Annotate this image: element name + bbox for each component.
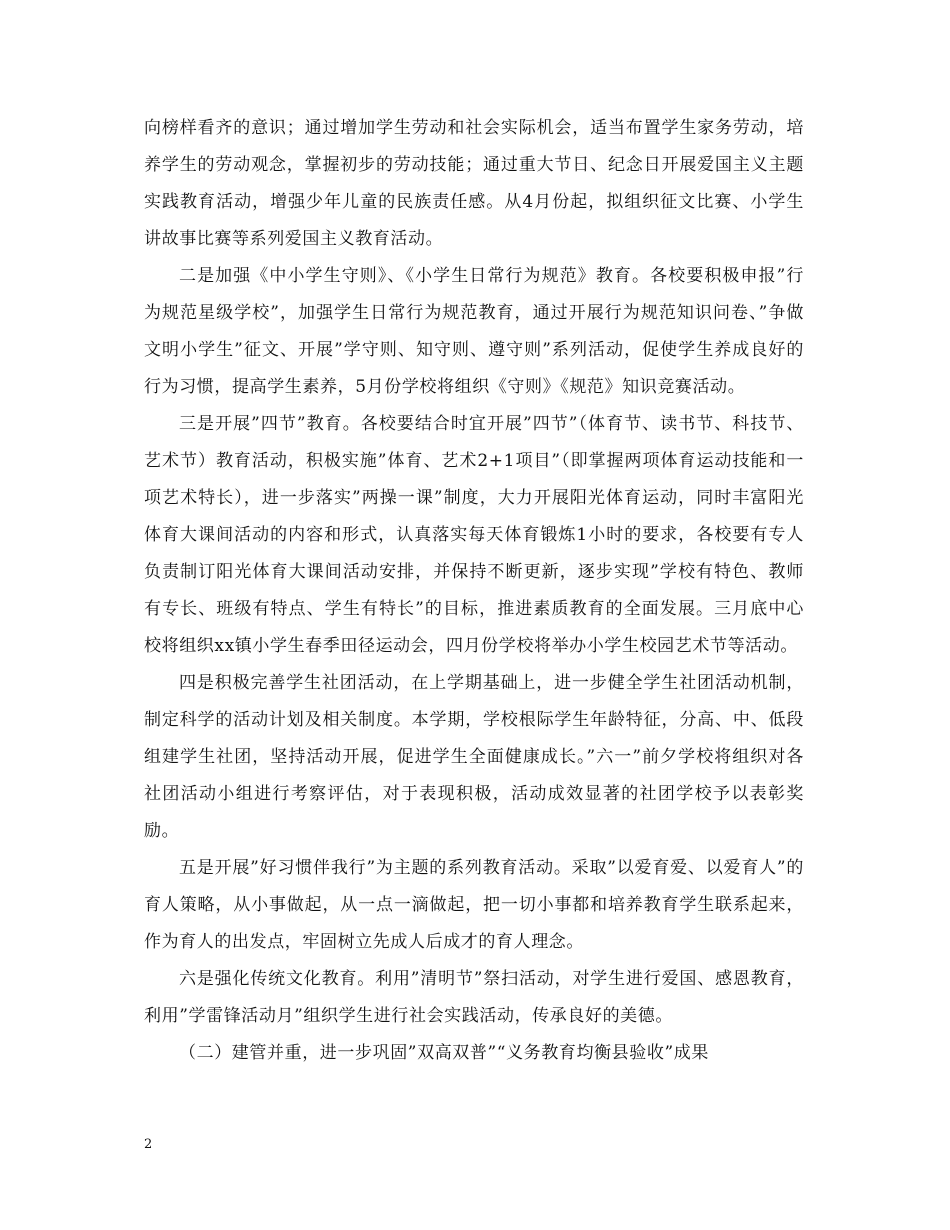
page-number: 2	[144, 1137, 153, 1152]
paragraph-good-habits: 五是开展”好习惯伴我行”为主题的系列教育活动。采取”以爱育爱、以爱育人”的育人策略，从小事做起，从一点一滴做起，把一切小事都和培养教育学生联系起来，作为育人的出发点，牢固树立先成人后成才的育人理念。	[144, 858, 804, 952]
document-body	[144, 110, 804, 1072]
paragraph-continuation: 向榜样看齐的意识；通过增加学生劳动和社会实际机会，适当布置学生家务劳动，培养学生的劳动观念，掌握初步的劳动技能；通过重大节日、纪念日开展爱国主义主题实践教育活动，增强少年儿童的民族责任感。从4月份起，拟组织征文比赛、小学生讲故事比赛等系列爱国主义教育活动。	[144, 118, 804, 249]
section-heading: （二）建管并重，进一步巩固”双高双普”“义务教育均衡县验收”成果	[179, 1043, 709, 1063]
paragraph-student-clubs: 四是积极完善学生社团活动，在上学期基础上，进一步健全学生社团活动机制，制定科学的活动计划及相关制度。本学期，学校根际学生年龄特征，分高、中、低段组建学生社团，坚持活动开展，促进学生全面健康成长。”六一”前夕学校将组织对各社团活动小组进行考察评估，对于表现积极，活动成效显著的社团学校予以表彰奖励。	[144, 673, 804, 841]
paragraph-traditional-culture: 六是强化传统文化教育。利用”清明节”祭扫活动，对学生进行爱国、感恩教育，利用”学雷锋活动月”组织学生进行社会实践活动，传承良好的美德。	[144, 969, 804, 1026]
paragraph-four-festivals: 三是开展”四节”教育。各校要结合时宜开展”四节”（体育节、读书节、科技节、艺术节）教育活动，积极实施”体育、艺术2+1项目”（即掌握两项体育运动技能和一项艺术特长），进一步落实”两操一课”制度，大力开展阳光体育运动，同时丰富阳光体育大课间活动的内容和形式，认真落实每天体育锻炼1小时的要求，各校要有专人负责制订阳光体育大课间活动安排，并保持不断更新，逐步实现”学校有特色、教师有专长、班级有特点、学生有特长”的目标，推进素质教育的全面发展。三月底中心校将组织xx镇小学生春季田径运动会，四月份学校将举办小学生校园艺术节等活动。	[144, 414, 804, 656]
paragraph-code-of-conduct: 二是加强《中小学生守则》、《小学生日常行为规范》教育。各校要积极申报”行为规范星级学校”，加强学生日常行为规范教育，通过开展行为规范知识问卷、”争做文明小学生”征文、开展”学守则、知守则、遵守则”系列活动，促使学生养成良好的行为习惯，提高学生素养，5月份学校将组织《守则》《规范》知识竞赛活动。	[144, 266, 804, 397]
